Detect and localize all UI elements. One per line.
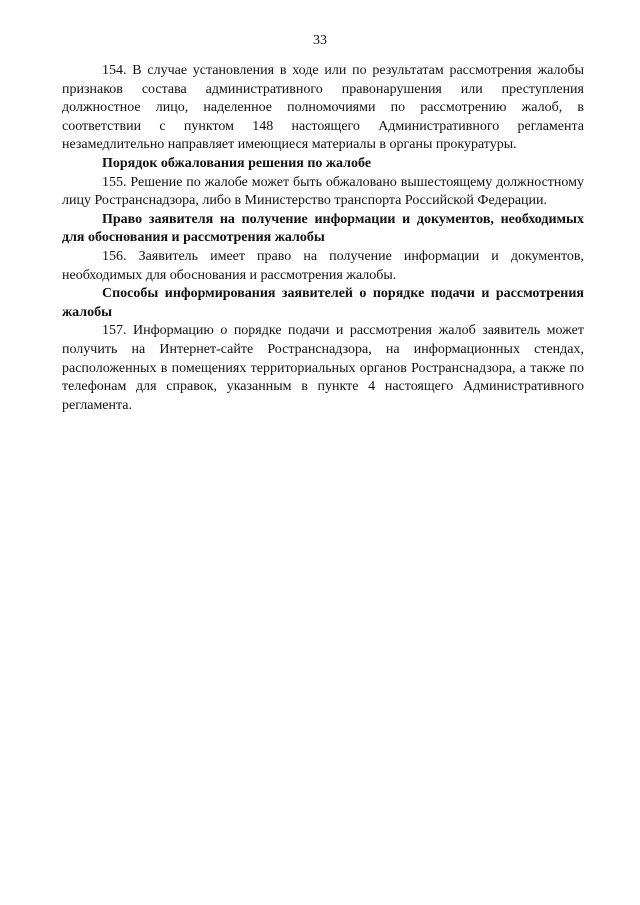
page-number: 33 <box>313 33 327 48</box>
paragraph-157: 157. Информацию о порядке подачи и рассмотрения жалоб заявитель может получить на Интернет-сайте Ространснадзора, на информационных стендах, расположенных в помещениях территориальных органов Ространснадзора, а также по телефонам для справок, указанным в пункте 4 настоящего Административного регламента. <box>62 323 584 413</box>
heading-applicant-right-to-information: Право заявителя на получение информации и документов, необходимых для обоснования и рассмотрения жалобы <box>62 211 584 246</box>
paragraph-154: 154. В случае установления в ходе или по результатам рассмотрения жалобы признаков состава административного правонарушения или преступления должностное лицо, наделенное полномочиями по рассмотрению жалоб, в соответствии с пунктом 148 настоящего Административного регламента незамедлительно направляет имеющиеся материалы в органы прокуратуры. <box>62 63 584 153</box>
heading-informing-methods: Способы информирования заявителей о порядке подачи и рассмотрения жалобы <box>62 286 584 320</box>
paragraph-156: 156. Заявитель имеет право на получение информации и документов, необходимых для обоснования и рассмотрения жалобы. <box>62 248 584 283</box>
paragraph-155: 155. Решение по жалобе может быть обжаловано вышестоящему должностному лицу Ространснадзора, либо в Министерство транспорта Российской Федерации. <box>62 174 584 209</box>
document-body <box>62 62 584 415</box>
heading-appeal-procedure: Порядок обжалования решения по жалобе <box>102 155 372 171</box>
